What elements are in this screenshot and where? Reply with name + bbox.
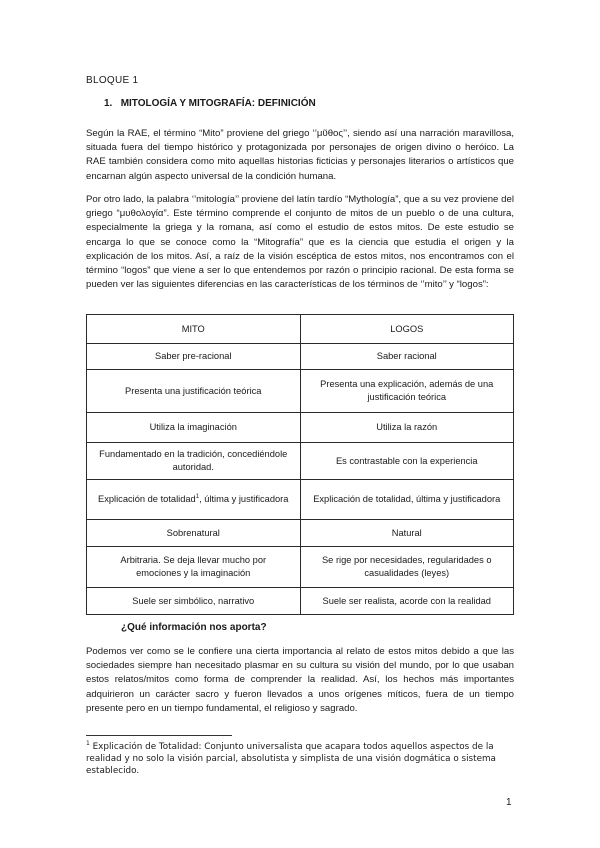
- footnote-marker: 1: [86, 740, 90, 748]
- table-row: [87, 443, 514, 480]
- paragraph-mitologia: Por otro lado, la palabra ‘’mitología’’ proviene del latín tardío “Mythología”, que a su vez proviene del griego “μυθολογία”. Este término comprende el conjunto de mitos de un pueblo o de una cultura, especialmente la griega y la romana, así como el estudio de estos mitos. De este estudio se encarga lo que se conoce como la “Mitografía” que es la ciencia que estudia el origen y la explicación de los mitos. Así, a raíz de la visión escéptica de estos mitos, nos encontramos con el término “logos” que viene a ser lo que entendemos por razón o principio racional. De esta forma se pueden ver las siguientes diferencias en las características de los términos de ‘’mito’’ y “logos”:: [86, 194, 514, 291]
- mito-cell: [87, 480, 301, 520]
- table-row: [87, 344, 514, 370]
- mito-cell: Presenta una justificación teórica: [87, 370, 301, 413]
- table-row: [87, 413, 514, 443]
- header-mito: MITO: [87, 315, 301, 344]
- logos-cell: Se rige por necesidades, regularidades o casualidades (leyes): [300, 547, 514, 588]
- mito-cell-text-rest: , última y justificadora: [199, 494, 289, 505]
- table-row: [87, 520, 514, 547]
- logos-cell: Suele ser realista, acorde con la realidad: [300, 588, 514, 615]
- footnote-divider: [86, 735, 232, 736]
- paragraph-rae-definition: Según la RAE, el término “Mito” proviene del griego ‘’μῦθος’’, siendo así una narración maravillosa, situada fuera del tiempo histórico y protagonizada por personajes de origen divino o heróico. La RAE también considera como mito aquellas historias ficticias y personajes literarios o artísticos que encarnan algún aspecto universal de la condición humana.: [86, 128, 514, 182]
- section-number: 1.: [104, 98, 113, 109]
- mito-cell: Sobrenatural: [87, 520, 301, 547]
- logos-cell: Es contrastable con la experiencia: [300, 443, 514, 480]
- section-title: [104, 98, 316, 109]
- logos-cell: Natural: [300, 520, 514, 547]
- mito-cell: Suele ser simbólico, narrativo: [87, 588, 301, 615]
- question-heading: ¿Qué información nos aporta?: [121, 622, 267, 633]
- mito-cell: Utiliza la imaginación: [87, 413, 301, 443]
- mito-cell: Saber pre-racional: [87, 344, 301, 370]
- logos-cell: Presenta una explicación, además de una justificación teórica: [300, 370, 514, 413]
- table-row: [87, 370, 514, 413]
- mito-logos-table: [86, 314, 514, 615]
- paragraph-importance: Podemos ver como se le confiere una cierta importancia al relato de estos mitos debido a que las sociedades siempre han necesitado plasmar en su cultura su visión del mundo, por lo que usaban estos relatos/mitos como forma de comprender la realidad. Así, los hechos más importantes adquirieron un carácter sacro y fueron llevados a unos orígenes míticos, fuera de un tiempo presente pero en un tiempo fundamental, el religioso y sagrado.: [86, 646, 514, 714]
- mito-cell: Fundamentado en la tradición, concediéndole autoridad.: [87, 443, 301, 480]
- mito-cell: Arbitraria. Se deja llevar mucho por emociones y la imaginación: [87, 547, 301, 588]
- table-row: [87, 547, 514, 588]
- section-title-text: MITOLOGÍA Y MITOGRAFÍA: DEFINICIÓN: [120, 98, 316, 109]
- table-row: [87, 588, 514, 615]
- footnote-text: Explicación de Totalidad: Conjunto universalista que acapara todos aquellos aspectos de la realidad y no solo la visión parcial, absolutista y simplista de una visión dogmática o sistema establecido.: [86, 742, 496, 776]
- table-row: [87, 480, 514, 520]
- header-logos: LOGOS: [300, 315, 514, 344]
- footnote: [86, 742, 514, 777]
- table-header-row: [87, 315, 514, 344]
- logos-cell: Explicación de totalidad, última y justificadora: [300, 480, 514, 520]
- footnote-reference[interactable]: 1: [195, 494, 200, 500]
- mito-cell-text: Explicación de totalidad: [98, 494, 196, 505]
- logos-cell: Saber racional: [300, 344, 514, 370]
- page-number: 1: [506, 797, 512, 808]
- logos-cell: Utiliza la razón: [300, 413, 514, 443]
- block-label: BLOQUE 1: [86, 75, 139, 86]
